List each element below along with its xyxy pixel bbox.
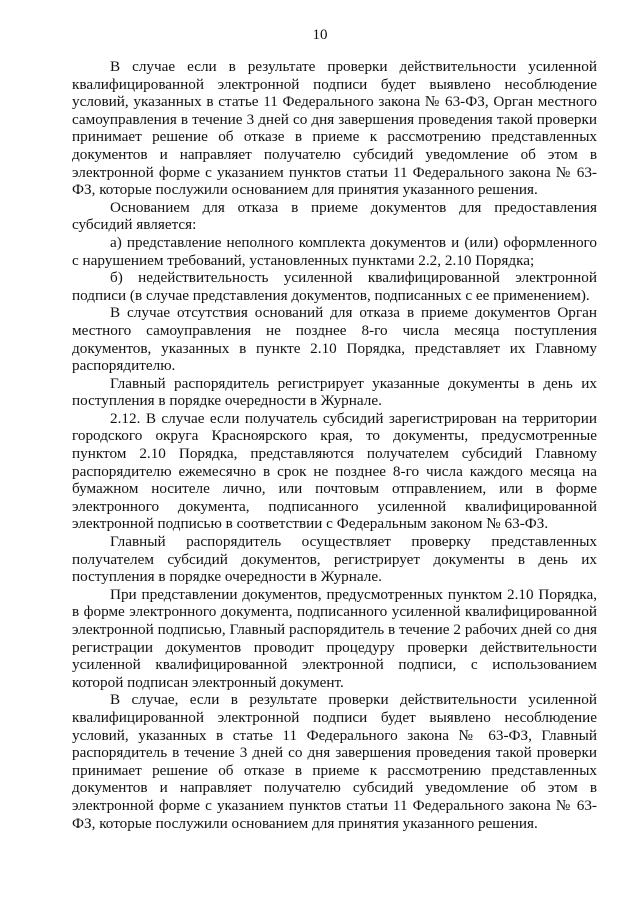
paragraph-7: 2.12. В случае если получатель субсидий зарегистрирован на территории городского округа Красноярского края, то документы, предусмотренные пунктом 2.10 Порядка, представляются получателем субсидий Главному распорядителю ежемесячно в срок не позднее 8-го числа каждого месяца на бумажном носителе лично, или почтовым отправлением, или в форме электронного документа, подписанного усиленной квалифицированной электронной подписью в соответствии с Федеральным законом № 63-ФЗ. — [72, 409, 597, 533]
paragraph-8: Главный распорядитель осуществляет проверку представленных получателем субсидий документов, регистрирует документы в день их поступления в порядке очередности в Журнале. — [72, 533, 597, 586]
paragraph-6: Главный распорядитель регистрирует указанные документы в день их поступления в порядке очередности в Журнале. — [72, 374, 597, 410]
paragraph-3: а) представление неполного комплекта документов и (или) оформленного с нарушением требований, установленных пунктами 2.2, 2.10 Порядка; — [72, 233, 597, 269]
paragraph-5: В случае отсутствия оснований для отказа в приеме документов Орган местного самоуправления не позднее 8-го числа месяца поступления документов, указанных в пункте 2.10 Порядка, представляет их Главному распорядителю. — [72, 304, 597, 375]
paragraph-9: При представлении документов, предусмотренных пунктом 2.10 Порядка, в форме электронного документа, подписанного усиленной квалифицированной электронной подписью, Главный распорядитель в течение 2 рабочих дней со дня регистрации документов проводит процедуру проверки действительности усиленной квалифицированной электронной подписи, с использованием которой подписан электронный документ. — [72, 585, 597, 691]
paragraph-10: В случае, если в результате проверки действительности усиленной квалифицированной электронной подписи будет выявлено несоблюдение условий, указанных в статье 11 Федерального закона № 63-ФЗ, Главный распорядитель в течение 3 дней со дня завершения проведения такой проверки принимает решение об отказе в приеме к рассмотрению представленных документов и направляет получателю субсидий уведомление об этом в электронной форме с указанием пунктов статьи 11 Федерального закона № 63-ФЗ, которые послужили основанием для принятия указанного решения. — [72, 691, 597, 832]
paragraph-1: В случае если в результате проверки действительности усиленной квалифицированной электронной подписи будет выявлено несоблюдение условий, указанных в статье 11 Федерального закона № 63-ФЗ, Орган местного самоуправления в течение 3 дней со дня завершения проведения такой проверки принимает решение об отказе в приеме к рассмотрению представленных документов и направляет получателю субсидий уведомление об этом в электронной форме с указанием пунктов статьи 11 Федерального закона № 63-ФЗ, которые послужили основанием для принятия указанного решения. — [72, 58, 597, 199]
paragraph-4: б) недействительность усиленной квалифицированной электронной подписи (в случае представления документов, подписанных с ее применением). — [72, 269, 597, 304]
page-number: 10 — [312, 27, 328, 43]
paragraph-2: Основанием для отказа в приеме документов для предоставления субсидий является: — [72, 198, 597, 234]
document-body — [72, 58, 597, 832]
